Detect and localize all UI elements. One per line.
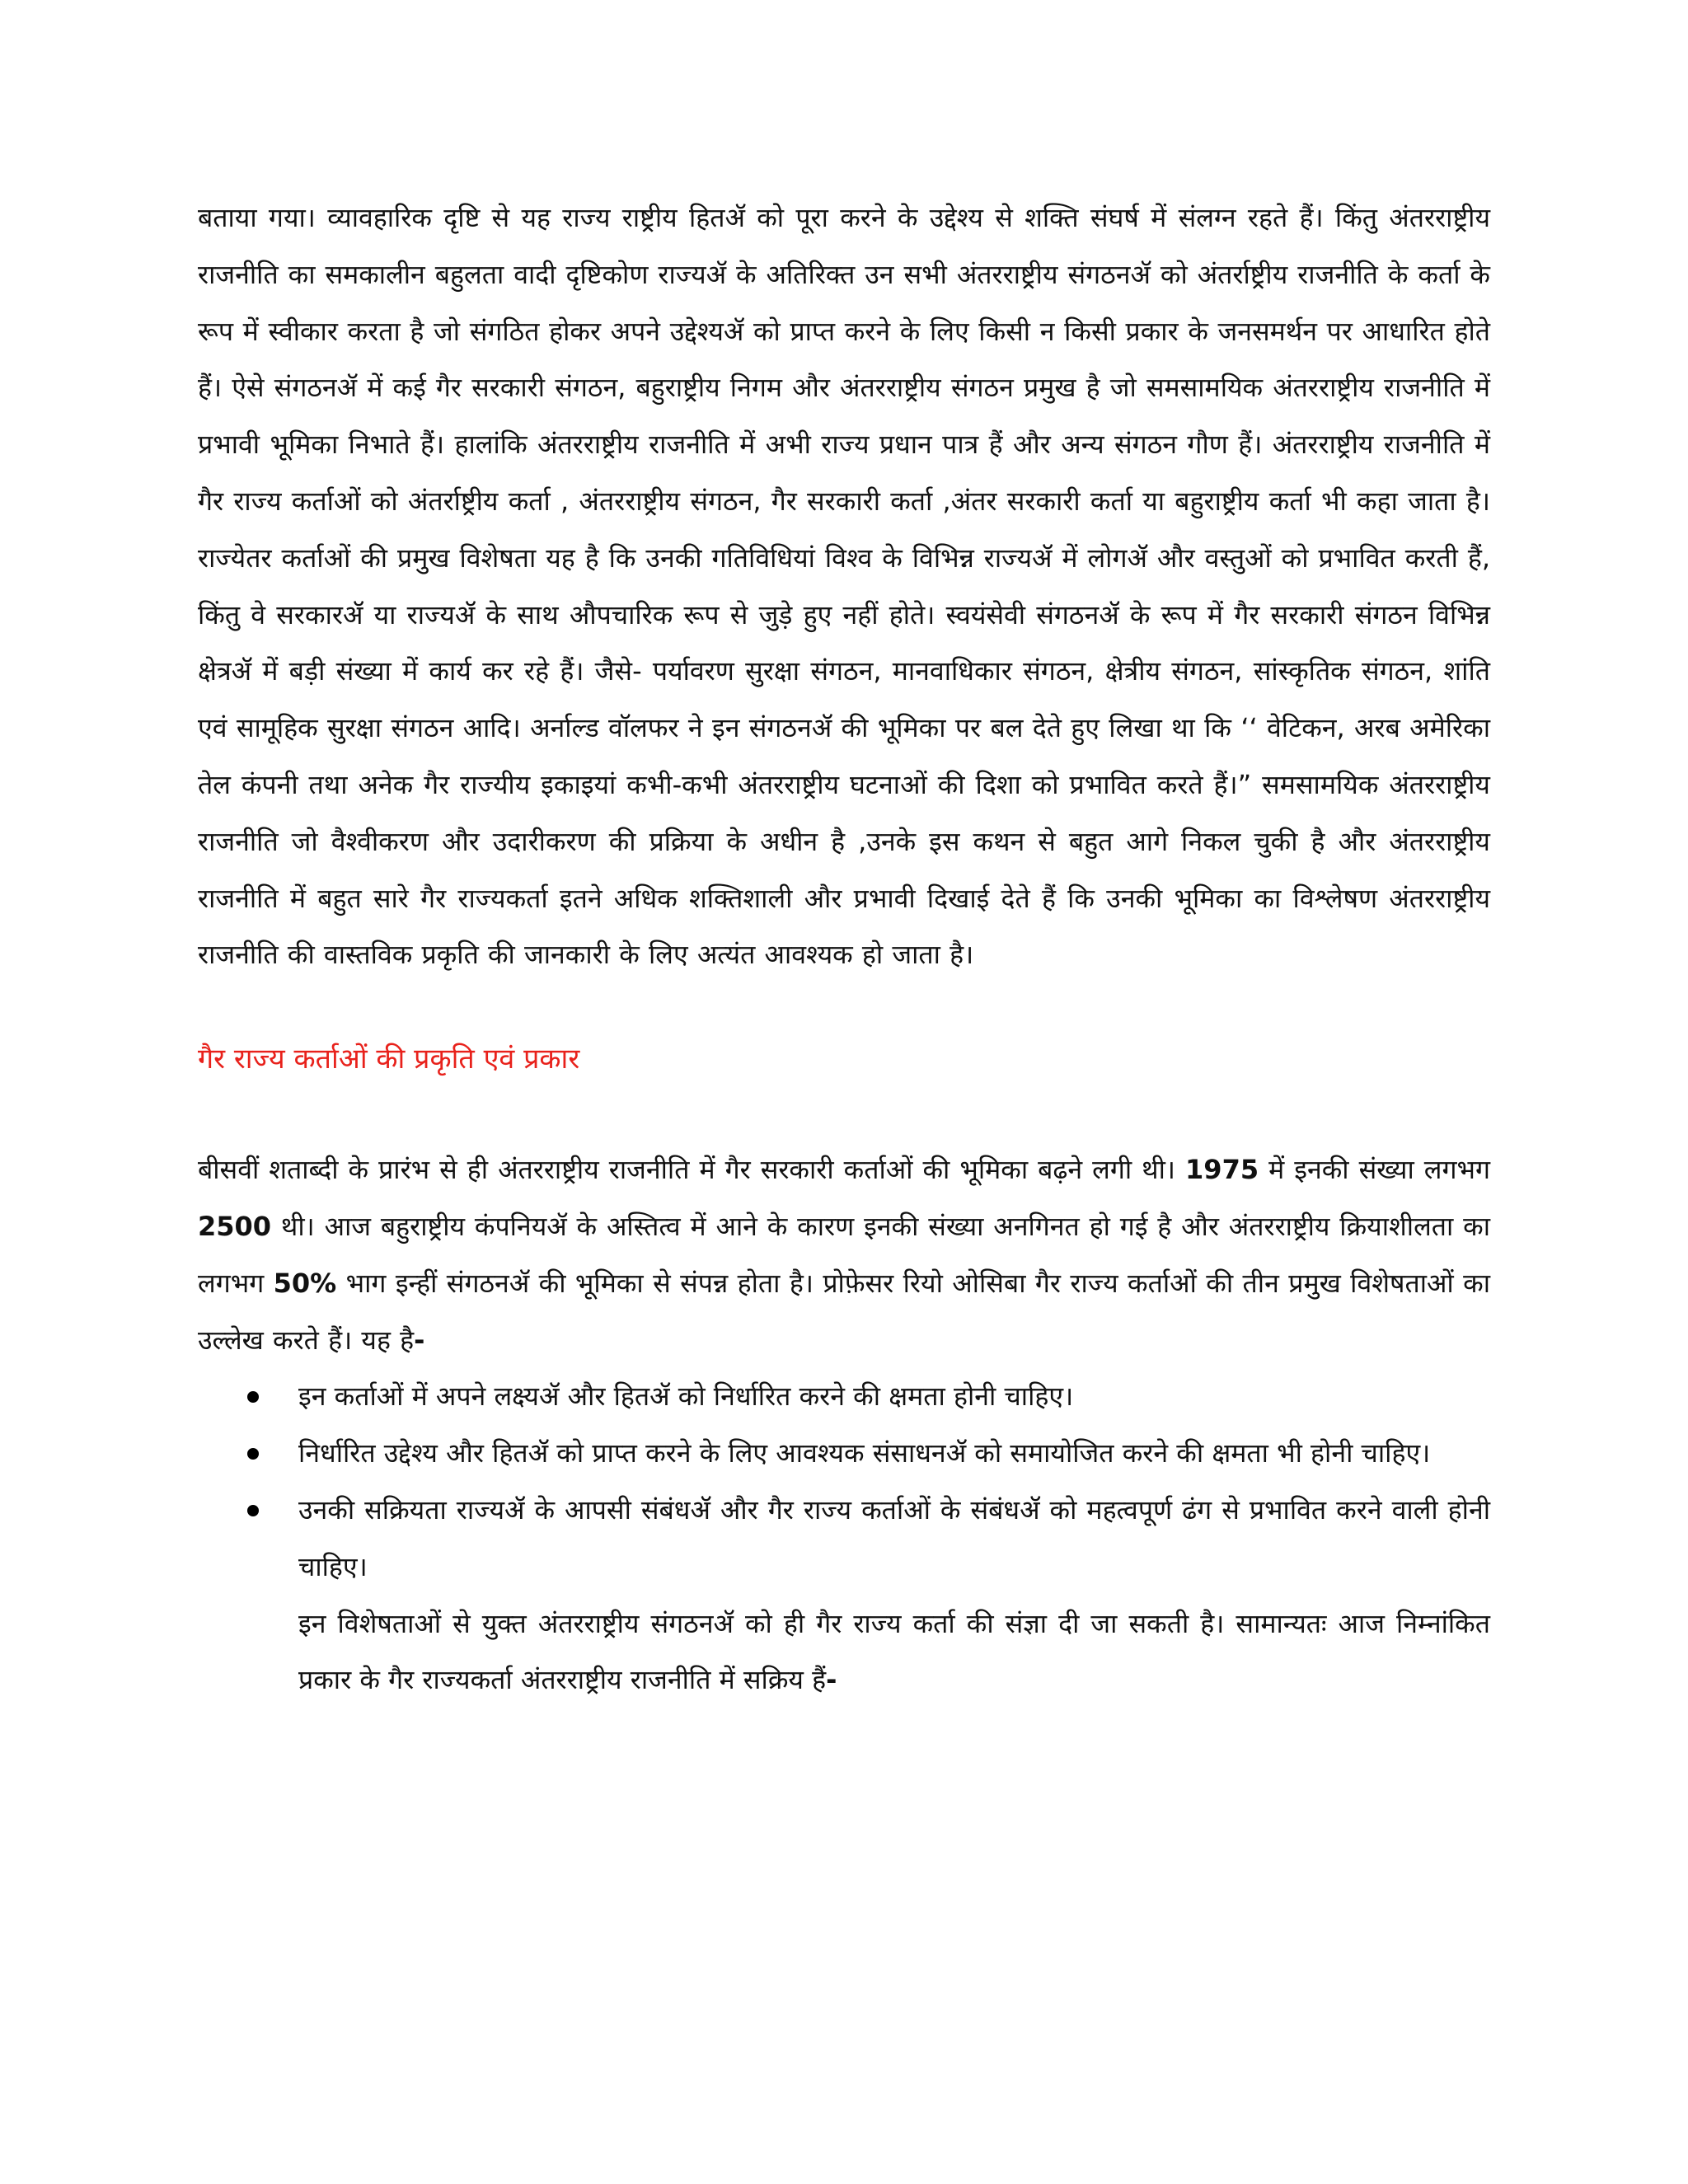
list-item [198, 1425, 1490, 1482]
body-paragraph-2 [198, 1141, 1490, 1368]
paragraph-2-text-2: में इनकी संख्या लगभग [1259, 1154, 1490, 1186]
closing-text: इन विशेषताओं से युक्त अंतरराष्ट्रीय संगठनॲ को ही गैर राज्य कर्ता की संज्ञा दी जा सकती है। सामान्यतः आज निम्नांकित प्रकार के गैर राज्यकर्ता अंतरराष्ट्रीय राजनीति में सक्रिय हैं [298, 1607, 1490, 1696]
closing-paragraph [198, 1596, 1490, 1709]
bullet-icon [247, 1391, 259, 1403]
characteristics-list [198, 1368, 1490, 1595]
list-item [198, 1482, 1490, 1596]
list-item-text: उनकी सक्रियता राज्यॲ के आपसी संबंधॲ और गैर राज्य कर्ताओं के संबंधॲ को महत्वपूर्ण ढंग से प्रभावित करने वाली होनी चाहिए। [298, 1493, 1490, 1582]
list-item-text: निर्धारित उद्देश्य और हितॲ को प्राप्त करने के लिए आवश्यक संसाधनॲ को समायोजित करने की क्षमता भी होनी चाहिए। [298, 1437, 1431, 1469]
bullet-icon [247, 1505, 259, 1516]
paragraph-2-text-1: बीसवीं शताब्दी के प्रारंभ से ही अंतरराष्ट्रीय राजनीति में गैर सरकारी कर्ताओं की भूमिका बढ़ने लगी थी। [198, 1154, 1186, 1186]
paragraph-2-dash: - [414, 1324, 425, 1356]
percent-50: 50% [273, 1267, 337, 1299]
section-heading: गैर राज्य कर्ताओं की प्रकृति एवं प्रकार [198, 1043, 580, 1076]
closing-dash: - [826, 1664, 837, 1696]
list-item [198, 1368, 1490, 1425]
bullet-icon [247, 1448, 259, 1460]
document-page [198, 190, 1490, 1708]
body-paragraph-1: बताया गया। व्यावहारिक दृष्टि से यह राज्य राष्ट्रीय हितॲ को पूरा करने के उद्देश्य से शक्ति संघर्ष में संलग्न रहते हैं। किंतु अंतरराष्ट्रीय राजनीति का समकालीन बहुलता वादी दृष्टिकोण राज्यॲ के अतिरिक्त उन सभी अंतरराष्ट्रीय संगठनॲ को अंतर्राष्ट्रीय राजनीति के कर्ता के रूप में स्वीकार करता है जो संगठित होकर अपने उद्देश्यॲ को प्राप्त करने के लिए किसी न किसी प्रकार के जनसमर्थन पर आधारित होते हैं। ऐसे संगठनॲ में कई गैर सरकारी संगठन, बहुराष्ट्रीय निगम और अंतरराष्ट्रीय संगठन प्रमुख है जो समसामयिक अंतरराष्ट्रीय राजनीति में प्रभावी भूमिका निभाते हैं। हालांकि अंतरराष्ट्रीय राजनीति में अभी राज्य प्रधान पात्र हैं और अन्य संगठन गौण हैं। अंतरराष्ट्रीय राजनीति में गैर राज्य कर्ताओं को अंतर्राष्ट्रीय कर्ता , अंतरराष्ट्रीय संगठन, गैर सरकारी कर्ता ,अंतर सरकारी कर्ता या बहुराष्ट्रीय कर्ता भी कहा जाता है। राज्येतर कर्ताओं की प्रमुख विशेषता यह है कि उनकी गतिविधियां विश्व के विभिन्न राज्यॲ में लोगॲ और वस्तुओं को प्रभावित करती हैं, किंतु वे सरकारॲ या राज्यॲ के साथ औपचारिक रूप से जुड़े हुए नहीं होते। स्वयंसेवी संगठनॲ के रूप में गैर सरकारी संगठन विभिन्न क्षेत्रॲ में बड़ी संख्या में कार्य कर रहे हैं। जैसे- पर्यावरण सुरक्षा संगठन, मानवाधिकार संगठन, क्षेत्रीय संगठन, सांस्कृतिक संगठन, शांति एवं सामूहिक सुरक्षा संगठन आदि। अर्नाल्ड वॉलफर ने इन संगठनॲ की भूमिका पर बल देते हुए लिखा था कि ‘‘ वेटिकन, अरब अमेरिका तेल कंपनी तथा अनेक गैर राज्यीय इकाइयां कभी-कभी अंतरराष्ट्रीय घटनाओं की दिशा को प्रभावित करते हैं।” समसामयिक अंतरराष्ट्रीय राजनीति जो वैश्वीकरण और उदारीकरण की प्रक्रिया के अधीन है ,उनके इस कथन से बहुत आगे निकल चुकी है और अंतरराष्ट्रीय राजनीति में बहुत सारे गैर राज्यकर्ता इतने अधिक शक्तिशाली और प्रभावी दिखाई देते हैं कि उनकी भूमिका का विश्लेषण अंतरराष्ट्रीय राजनीति की वास्तविक प्रकृति की जानकारी के लिए अत्यंत आवश्यक हो जाता है। [198, 202, 1490, 971]
count-2500: 2500 [198, 1210, 272, 1242]
year-1975: 1975 [1185, 1154, 1259, 1186]
list-item-text: इन कर्ताओं में अपने लक्ष्यॲ और हितॲ को निर्धारित करने की क्षमता होनी चाहिए। [298, 1380, 1074, 1413]
paragraph-2-text-3: थी। आज बहुराष्ट्रीय कंपनियॲ के अस्तित्व में आने के कारण इनकी संख्या अनगिनत हो गई है और अंतरराष्ट्रीय क्रियाशीलता का लगभग [198, 1210, 1490, 1299]
paragraph-2-text-4: भाग इन्हीं संगठनॲ की भूमिका से संपन्न होता है। प्रोफ़ेसर रियो ओसिबा गैर राज्य कर्ताओं की तीन प्रमुख विशेषताओं का उल्लेख करते हैं। यह है [198, 1267, 1490, 1356]
